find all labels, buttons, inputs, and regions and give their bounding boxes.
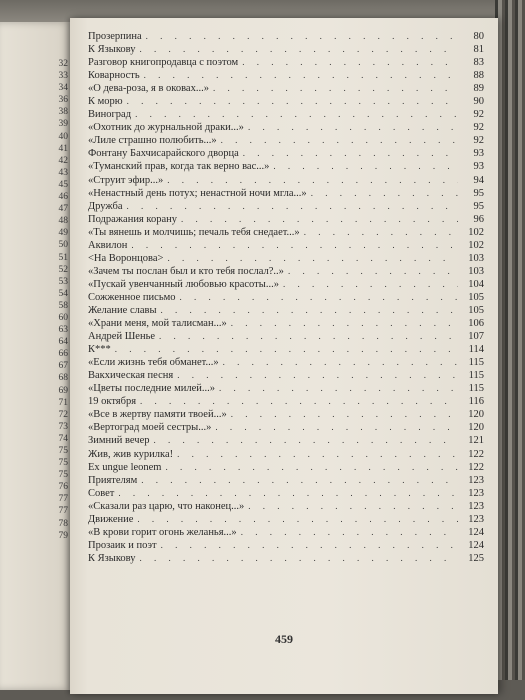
toc-entry bbox=[88, 200, 484, 213]
toc-leader-dots bbox=[140, 395, 458, 408]
toc-entry-title: «Туманский прав, когда так верно вас...» bbox=[88, 161, 270, 173]
toc-entry-page: 123 bbox=[468, 513, 484, 525]
toc-entry bbox=[88, 69, 484, 82]
toc-entry-page: 115 bbox=[468, 383, 484, 395]
toc-entry-title: «Пускай увенчанный любовью красоты...» bbox=[88, 278, 279, 290]
toc-leader-dots bbox=[219, 382, 458, 395]
toc-entry bbox=[88, 487, 484, 500]
left-page-number: 75 bbox=[58, 470, 68, 481]
toc-entry-title: Движение bbox=[88, 513, 134, 525]
toc-entry bbox=[88, 356, 484, 369]
left-page-number: 75 bbox=[58, 458, 68, 469]
left-page-number: 74 bbox=[58, 433, 68, 444]
toc-entry bbox=[88, 134, 484, 147]
toc-entry-title: Совет bbox=[88, 487, 115, 499]
toc-entry-title: 19 октября bbox=[88, 396, 137, 408]
toc-entry bbox=[88, 304, 484, 317]
toc-leader-dots bbox=[304, 226, 458, 239]
left-page-number: 68 bbox=[58, 373, 68, 384]
toc-entry-title: <На Воронцова> bbox=[88, 252, 164, 264]
toc-entry-title: «Все в жертву памяти твоей...» bbox=[88, 409, 227, 421]
left-page-numbers bbox=[44, 58, 68, 542]
toc-entry-title: Подражания корану bbox=[88, 213, 177, 225]
toc-entry-page: 114 bbox=[468, 344, 484, 356]
toc-entry-title: Жив, жив курилка! bbox=[88, 448, 174, 460]
toc-entry-title: К*** bbox=[88, 344, 111, 356]
toc-entry-page: 123 bbox=[468, 474, 484, 486]
toc-entry-page: 120 bbox=[468, 422, 484, 434]
left-page-number: 48 bbox=[58, 216, 68, 227]
toc-entry-title: «Струит эфир...» bbox=[88, 174, 164, 186]
main-page bbox=[70, 18, 498, 694]
left-page-number: 47 bbox=[58, 204, 68, 215]
toc-entry bbox=[88, 330, 484, 343]
toc-entry-title: Приятелям bbox=[88, 474, 138, 486]
toc-entry bbox=[88, 82, 484, 95]
toc-leader-dots bbox=[159, 330, 458, 343]
toc-entry bbox=[88, 108, 484, 121]
toc-leader-dots bbox=[273, 160, 458, 173]
toc-leader-dots bbox=[243, 147, 458, 160]
toc-leader-dots bbox=[115, 343, 458, 356]
toc-leader-dots bbox=[180, 291, 458, 304]
toc-entry-page: 93 bbox=[473, 161, 484, 173]
left-page-number: 32 bbox=[58, 59, 68, 69]
toc-entry bbox=[88, 291, 484, 304]
toc-entry-title: «Зачем ты послан был и кто тебя послал?..» bbox=[88, 265, 284, 277]
left-page-number: 76 bbox=[58, 482, 68, 493]
page-number: 459 bbox=[275, 632, 293, 646]
toc-entry bbox=[88, 213, 484, 226]
toc-entry bbox=[88, 421, 484, 434]
toc-entry-title: «Если жизнь тебя обманет...» bbox=[88, 357, 219, 369]
toc-leader-dots bbox=[137, 513, 458, 526]
left-page-number: 40 bbox=[58, 131, 68, 142]
toc-entry bbox=[88, 56, 484, 69]
left-page-number: 63 bbox=[58, 325, 68, 336]
toc-entry bbox=[88, 121, 484, 134]
toc-entry-page: 104 bbox=[468, 278, 484, 290]
toc-entry-page: 105 bbox=[468, 291, 484, 303]
left-page-number: 60 bbox=[58, 312, 68, 323]
toc-entry-page: 115 bbox=[468, 357, 484, 369]
left-page-number: 34 bbox=[58, 83, 68, 94]
toc-leader-dots bbox=[215, 421, 458, 434]
left-page-number: 77 bbox=[58, 494, 68, 505]
toc-entry-title: Фонтану Бахчисарайского дворца bbox=[88, 148, 239, 160]
toc-leader-dots bbox=[141, 474, 458, 487]
toc-leader-dots bbox=[161, 304, 458, 317]
toc-entry-page: 92 bbox=[473, 109, 484, 121]
left-page-number: 78 bbox=[58, 518, 68, 529]
toc-entry-title: Прозерпина bbox=[88, 31, 142, 42]
toc-entry-title: Ex ungue leonem bbox=[88, 461, 162, 473]
toc-leader-dots bbox=[131, 239, 458, 252]
toc-entry-title: «Вертоград моей сестры...» bbox=[88, 422, 212, 434]
toc-entry-title: «Храни меня, мой талисман...» bbox=[88, 318, 227, 330]
toc-entry bbox=[88, 278, 484, 291]
left-page-number: 53 bbox=[58, 276, 68, 287]
toc-leader-dots bbox=[231, 408, 458, 421]
toc-entry-page: 123 bbox=[468, 500, 484, 512]
left-page-number: 46 bbox=[58, 192, 68, 203]
toc-entry-title: «Ненастный день потух; ненастной ночи мгла...» bbox=[88, 187, 307, 199]
toc-entry bbox=[88, 343, 484, 356]
toc-entry-page: 96 bbox=[473, 213, 484, 225]
toc-leader-dots bbox=[140, 552, 458, 565]
toc-entry bbox=[88, 552, 484, 565]
toc-entry bbox=[88, 317, 484, 330]
toc-entry-page: 122 bbox=[468, 448, 484, 460]
toc-entry bbox=[88, 474, 484, 487]
toc-entry-page: 92 bbox=[473, 122, 484, 134]
toc-leader-dots bbox=[177, 448, 458, 461]
toc-entry bbox=[88, 43, 484, 56]
toc-entry-page: 103 bbox=[468, 265, 484, 277]
toc-leader-dots bbox=[283, 278, 458, 291]
toc-entry bbox=[88, 95, 484, 108]
toc-leader-dots bbox=[213, 82, 458, 95]
toc-entry bbox=[88, 461, 484, 474]
toc-leader-dots bbox=[165, 461, 458, 474]
toc-entry-title: «Лиле страшно полюбить...» bbox=[88, 135, 217, 147]
left-page-number: 69 bbox=[58, 385, 68, 396]
toc-entry-page: 106 bbox=[468, 318, 484, 330]
toc-entry bbox=[88, 434, 484, 447]
toc-entry-page: 80 bbox=[473, 31, 484, 42]
left-page-number: 42 bbox=[58, 155, 68, 166]
toc-leader-dots bbox=[231, 317, 458, 330]
toc-entry-page: 103 bbox=[468, 252, 484, 264]
toc-entry bbox=[88, 448, 484, 461]
left-page bbox=[0, 22, 70, 690]
toc-entry-title: «Цветы последние милей...» bbox=[88, 383, 215, 395]
toc-entry-page: 122 bbox=[468, 461, 484, 473]
toc-entry bbox=[88, 147, 484, 160]
toc-entry-page: 95 bbox=[473, 187, 484, 199]
toc-entry-title: Виноград bbox=[88, 109, 132, 121]
toc-entry-page: 88 bbox=[473, 70, 484, 82]
left-page-number: 73 bbox=[58, 421, 68, 432]
toc-leader-dots bbox=[127, 200, 458, 213]
toc-entry-title: Прозаик и поэт bbox=[88, 539, 157, 551]
toc-entry-title: Разговор книгопродавца с поэтом bbox=[88, 57, 239, 69]
toc-leader-dots bbox=[154, 434, 459, 447]
toc-entry-title: Вакхическая песня bbox=[88, 370, 174, 382]
toc-entry-title: Андрей Шенье bbox=[88, 331, 156, 343]
toc-entry-page: 102 bbox=[468, 239, 484, 251]
left-page-number: 67 bbox=[58, 361, 68, 372]
toc-leader-dots bbox=[135, 108, 458, 121]
toc-entry-page: 124 bbox=[468, 539, 484, 551]
table-of-contents bbox=[88, 30, 484, 565]
toc-entry bbox=[88, 187, 484, 200]
toc-entry bbox=[88, 30, 484, 43]
toc-entry-title: Аквилон bbox=[88, 239, 128, 251]
toc-entry-title: «В крови горит огонь желанья...» bbox=[88, 526, 237, 538]
toc-leader-dots bbox=[248, 500, 458, 513]
left-page-number: 64 bbox=[58, 337, 68, 348]
left-page-number: 52 bbox=[58, 264, 68, 275]
toc-entry-title: Желание славы bbox=[88, 304, 157, 316]
toc-entry-title: К Языкову bbox=[88, 44, 136, 56]
left-page-number: 79 bbox=[58, 530, 68, 541]
toc-entry bbox=[88, 174, 484, 187]
toc-entry bbox=[88, 265, 484, 278]
background-right bbox=[495, 0, 525, 700]
toc-leader-dots bbox=[167, 174, 458, 187]
toc-leader-dots bbox=[311, 187, 458, 200]
toc-entry-title: «О дева-роза, я в оковах...» bbox=[88, 83, 209, 95]
toc-entry bbox=[88, 239, 484, 252]
toc-leader-dots bbox=[223, 356, 458, 369]
left-page-number: 33 bbox=[58, 71, 68, 82]
left-page-number: 39 bbox=[58, 119, 68, 130]
toc-entry-title: Зимний вечер bbox=[88, 435, 150, 447]
toc-entry bbox=[88, 382, 484, 395]
toc-leader-dots bbox=[248, 121, 458, 134]
toc-entry-page: 124 bbox=[468, 526, 484, 538]
left-page-number: 58 bbox=[58, 300, 68, 311]
toc-entry-page: 92 bbox=[473, 135, 484, 147]
toc-entry-page: 94 bbox=[473, 174, 484, 186]
toc-leader-dots bbox=[118, 487, 458, 500]
toc-entry-page: 116 bbox=[468, 396, 484, 408]
toc-leader-dots bbox=[288, 265, 458, 278]
toc-leader-dots bbox=[167, 252, 458, 265]
toc-entry-title: «Сказали раз царю, что наконец...» bbox=[88, 500, 245, 512]
left-page-number: 66 bbox=[58, 349, 68, 360]
toc-entry-page: 107 bbox=[468, 331, 484, 343]
left-page-number: 51 bbox=[58, 252, 68, 263]
toc-entry-title: Коварность bbox=[88, 70, 140, 82]
toc-entry-page: 102 bbox=[468, 226, 484, 238]
toc-leader-dots bbox=[221, 134, 458, 147]
toc-leader-dots bbox=[241, 526, 458, 539]
left-page-number: 41 bbox=[58, 143, 68, 154]
toc-entry bbox=[88, 369, 484, 382]
toc-entry-page: 81 bbox=[473, 44, 484, 56]
toc-entry-page: 105 bbox=[468, 304, 484, 316]
toc-entry-page: 90 bbox=[473, 96, 484, 108]
toc-entry-page: 95 bbox=[473, 200, 484, 212]
left-page-number: 49 bbox=[58, 228, 68, 239]
toc-leader-dots bbox=[140, 43, 458, 56]
left-page-number: 45 bbox=[58, 179, 68, 190]
toc-entry bbox=[88, 395, 484, 408]
left-page-number: 50 bbox=[58, 240, 68, 251]
toc-entry-page: 89 bbox=[473, 83, 484, 95]
toc-entry-page: 120 bbox=[468, 409, 484, 421]
toc-leader-dots bbox=[161, 539, 458, 552]
toc-leader-dots bbox=[127, 95, 458, 108]
toc-entry-title: «Ты вянешь и молчишь; печаль тебя снедает...» bbox=[88, 226, 300, 238]
toc-entry-page: 115 bbox=[468, 370, 484, 382]
toc-entry-page: 121 bbox=[468, 435, 484, 447]
left-page-number: 72 bbox=[58, 409, 68, 420]
left-page-number: 71 bbox=[58, 397, 68, 408]
left-page-number: 36 bbox=[58, 95, 68, 106]
left-page-number: 38 bbox=[58, 107, 68, 118]
toc-entry bbox=[88, 226, 484, 239]
toc-entry-page: 93 bbox=[473, 148, 484, 160]
toc-entry bbox=[88, 408, 484, 421]
toc-leader-dots bbox=[146, 30, 458, 43]
toc-entry-title: Дружба bbox=[88, 200, 123, 212]
toc-leader-dots bbox=[144, 69, 458, 82]
toc-entry-title: Сожженное письмо bbox=[88, 291, 176, 303]
left-page-number: 54 bbox=[58, 288, 68, 299]
toc-entry-page: 83 bbox=[473, 57, 484, 69]
toc-entry bbox=[88, 526, 484, 539]
toc-entry bbox=[88, 252, 484, 265]
toc-entry bbox=[88, 160, 484, 173]
left-page-number: 75 bbox=[58, 446, 68, 456]
toc-entry bbox=[88, 500, 484, 513]
toc-entry bbox=[88, 539, 484, 552]
toc-entry-page: 123 bbox=[468, 487, 484, 499]
toc-leader-dots bbox=[181, 213, 458, 226]
toc-entry-page: 125 bbox=[468, 552, 484, 564]
toc-leader-dots bbox=[177, 369, 458, 382]
toc-leader-dots bbox=[242, 56, 458, 69]
toc-entry bbox=[88, 513, 484, 526]
toc-entry-title: К морю bbox=[88, 96, 123, 108]
toc-entry-title: «Охотник до журнальной драки...» bbox=[88, 122, 244, 134]
toc-entry-title: К Языкову bbox=[88, 552, 136, 564]
left-page-number: 43 bbox=[58, 167, 68, 178]
left-page-number: 77 bbox=[58, 506, 68, 517]
